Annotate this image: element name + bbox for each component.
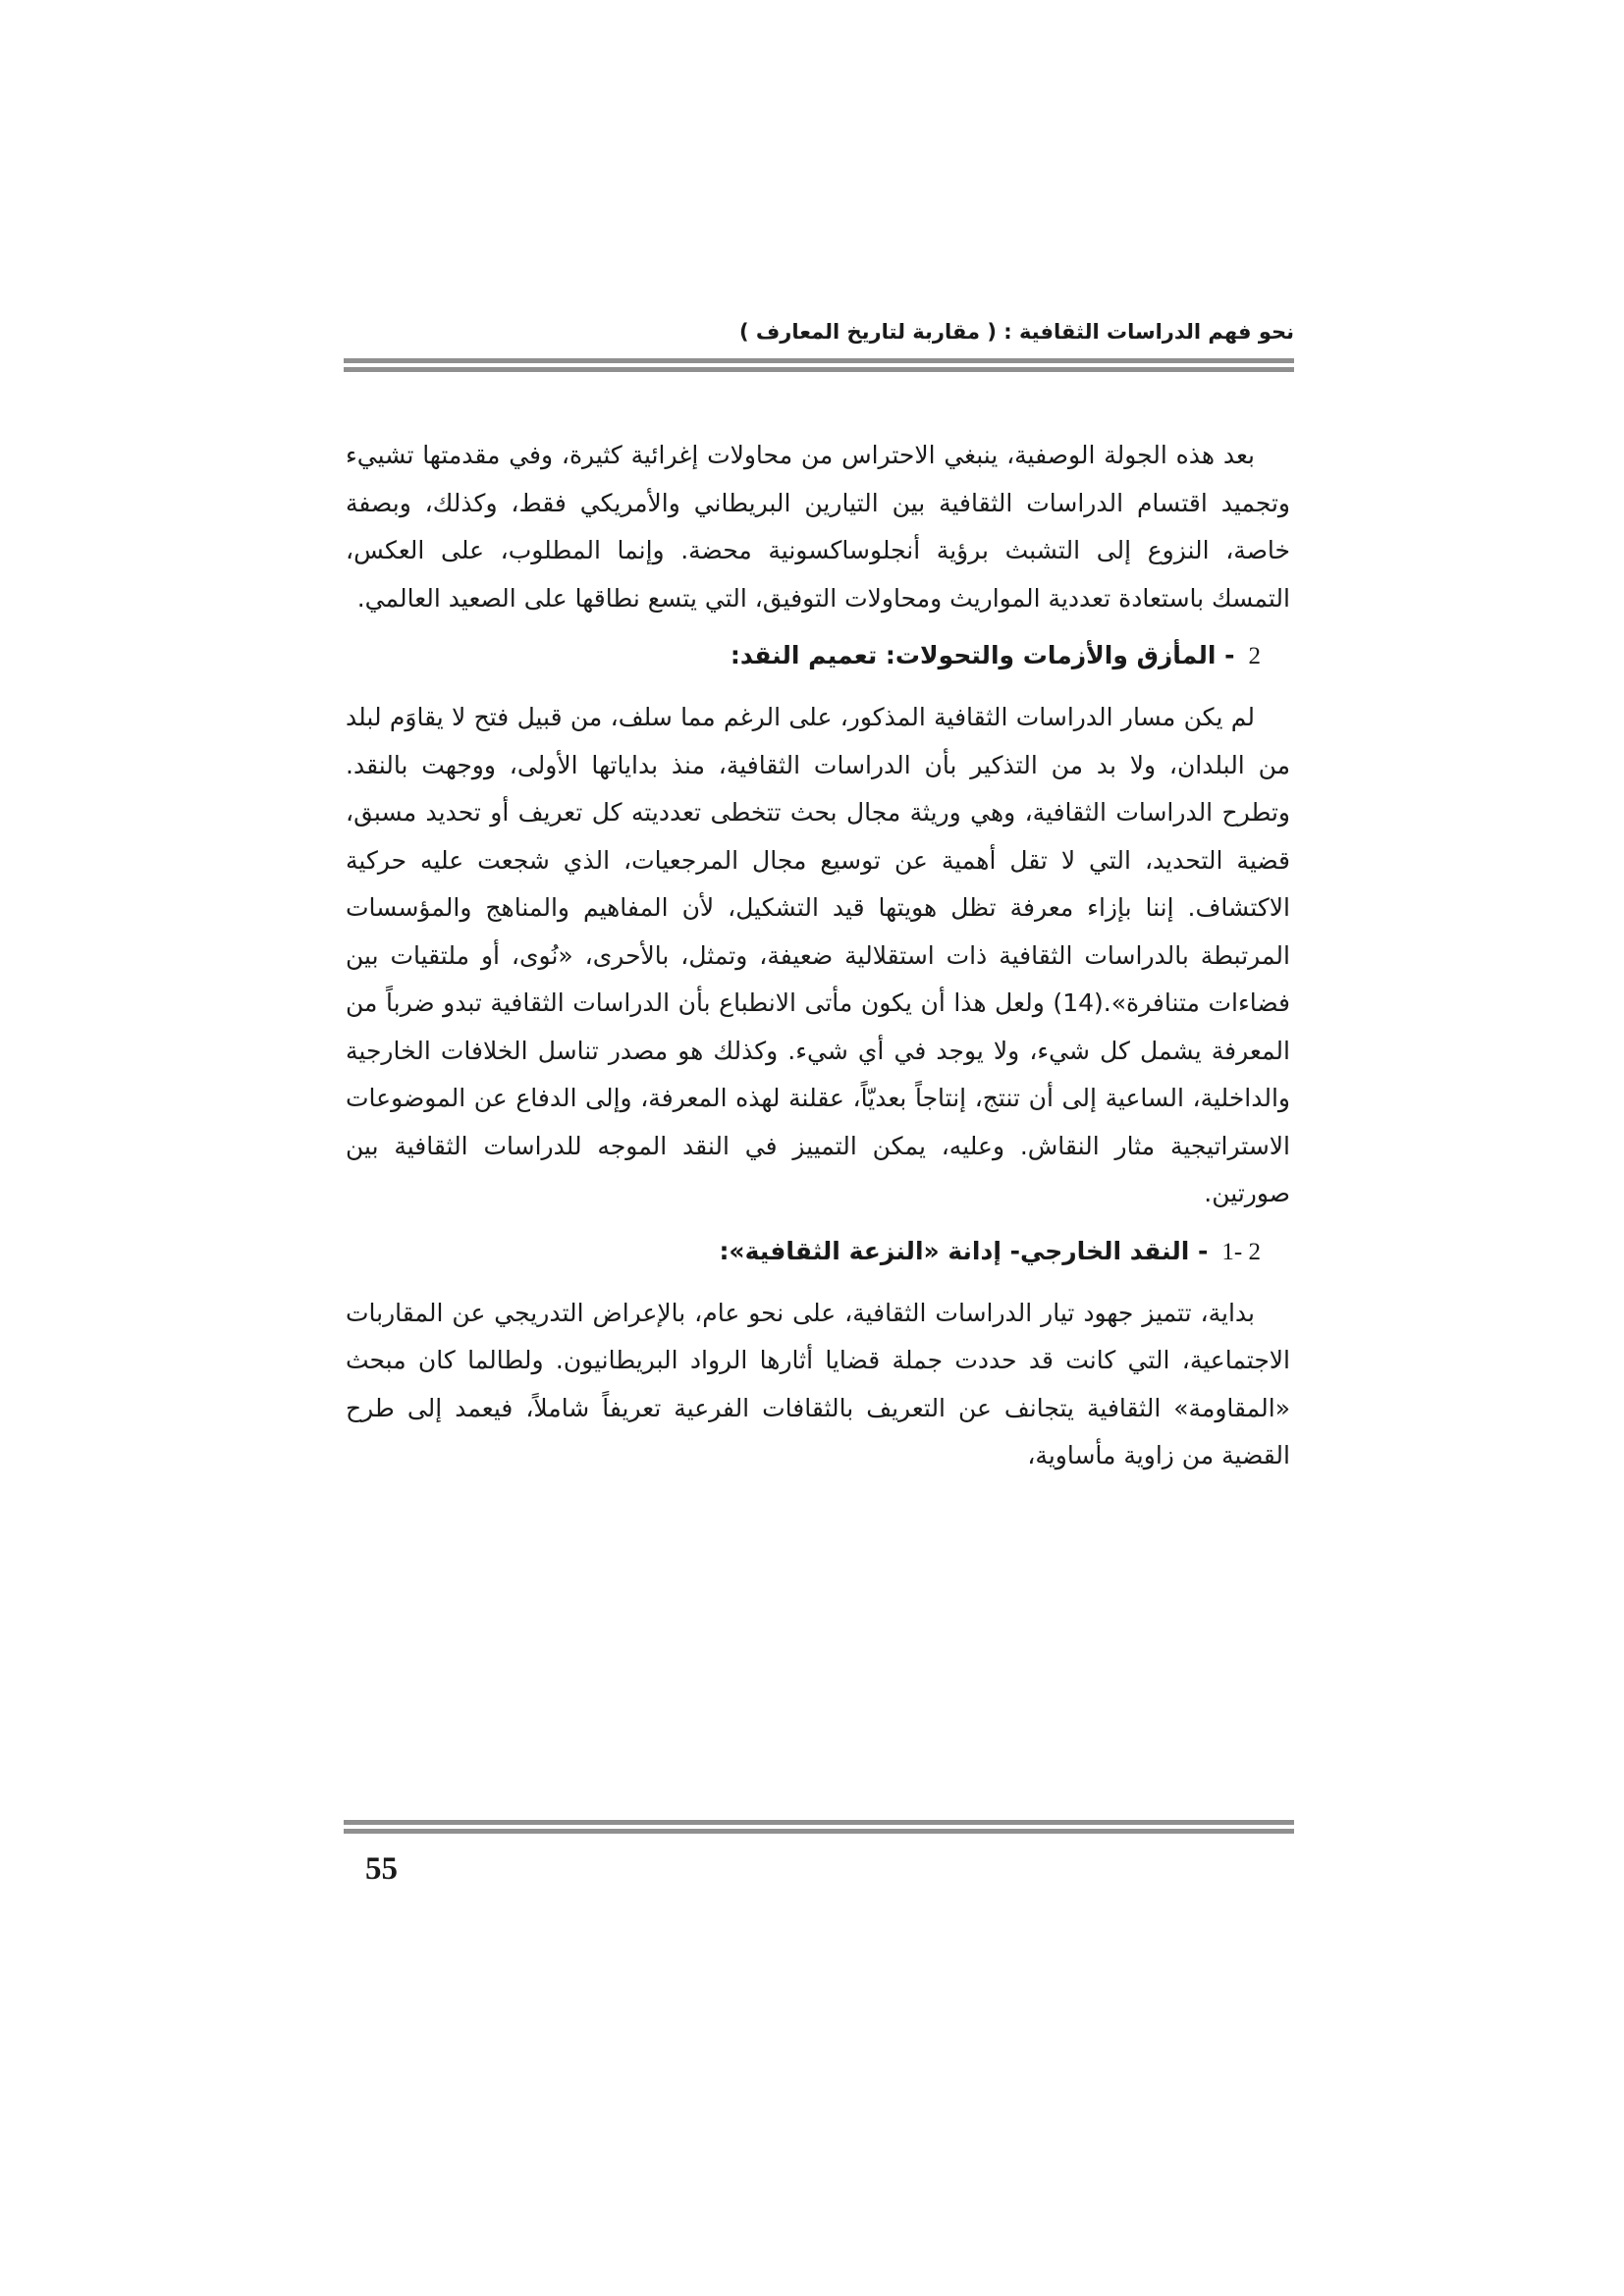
section-number: 2 <box>1248 643 1261 669</box>
subsection-number: 2 -1 <box>1221 1238 1261 1265</box>
paragraph-external-critique: بداية، تتميز جهود تيار الدراسات الثقافية، على نحو عام، بالإعراض التدريجي عن المقاربات الاجتماعية، التي كانت قد حددت جملة قضايا أثارها الرواد البريطانيون. ولطالما كان مبحث «المقاومة» الثقافية يتجانف عن التعريف بالثقافات الفرعية تعريفاً شاملاً، فيعمد إلى طرح القضية من زاوية مأساوية، <box>346 1298 1290 1469</box>
footer-rule-thin <box>344 1820 1294 1825</box>
header-rule-thin <box>344 358 1294 363</box>
body-text <box>346 432 1290 1480</box>
page-number: 55 <box>365 1851 398 1887</box>
header-rule-thick <box>344 367 1294 372</box>
subsection-title: - النقد الخارجي- إدانة «النزعة الثقافية»: <box>719 1236 1209 1265</box>
paragraph-intro: بعد هذه الجولة الوصفية، ينبغي الاحتراس من محاولات إغرائية كثيرة، وفي مقدمتها تشييء وتجميد اقتسام الدراسات الثقافية بين التيارين البريطاني والأمريكي فقط، وكذلك، وبصفة خاصة، النزوع إلى التشبث برؤية أنجلوساكسونية محضة. وإنما المطلوب، على العكس، التمسك باستعادة تعددية المواريث ومحاولات التوفيق، التي يتسع نطاقها على الصعيد العالمي. <box>346 441 1290 613</box>
section-heading-2 <box>346 632 1290 680</box>
section-title: - المأزق والأزمات والتحولات: تعميم النقد: <box>730 641 1235 669</box>
running-header: نحو فهم الدراسات الثقافية : ( مقاربة لتاريخ المعارف ) <box>738 320 1294 344</box>
section-heading-2-1 <box>346 1228 1290 1276</box>
paragraph-critique: لم يكن مسار الدراسات الثقافية المذكور، على الرغم مما سلف، من قبيل فتح لا يقاوَم لبلد من البلدان، ولا بد من التذكير بأن الدراسات الثقافية، منذ بداياتها الأولى، ووجهت بالنقد. وتطرح الدراسات الثقافية، وهي وريثة مجال بحث تتخطى تعدديته كل تعريف أو تحديد مسبق، قضية التحديد، التي لا تقل أهمية عن توسيع مجال المرجعيات، الذي شجعت عليه حركية الاكتشاف. إننا بإزاء معرفة تظل هويتها قيد التشكيل، لأن المفاهيم والمناهج والمؤسسات المرتبطة بالدراسات الثقافية ذات استقلالية ضعيفة، وتمثل، بالأحرى، «نُوى، أو ملتقيات بين فضاءات متنافرة».(14) ولعل هذا أن يكون مأتى الانطباع بأن الدراسات الثقافية تبدو ضرباً من المعرفة يشمل كل شيء، ولا يوجد في أي شيء. وكذلك هو مصدر تناسل الخلافات الخارجية والداخلية، الساعية إلى أن تنتج، إنتاجاً بعديّاً، عقلنة لهذه المعرفة، وإلى الدفاع عن الموضوعات الاستراتيجية مثار النقاش. وعليه، يمكن التمييز في النقد الموجه للدراسات الثقافية بين صورتين. <box>346 703 1290 1207</box>
footer-rule-thick <box>344 1829 1294 1834</box>
